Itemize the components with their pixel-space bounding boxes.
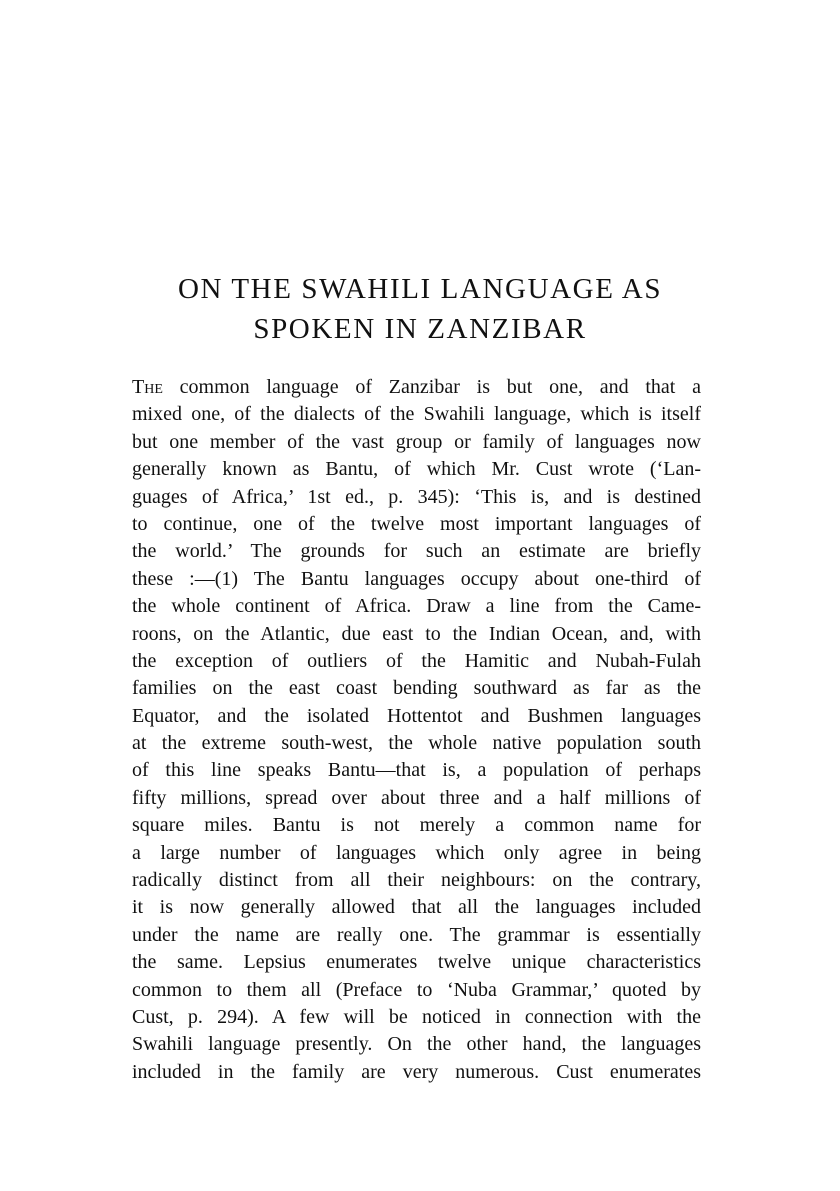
- chapter-title-line-2: SPOKEN IN ZANZIBAR: [253, 313, 587, 345]
- text-line: mixed one, of the dialects of the Swahili language, which is itself: [132, 403, 701, 426]
- text-line: but one member of the vast group or family of languages now: [132, 430, 701, 453]
- text-line: to continue, one of the twelve most important languages of: [132, 512, 701, 535]
- text-line: included in the family are very numerous. Cust enumerates: [132, 1060, 701, 1083]
- text-line: guages of Africa,’ 1st ed., p. 345): ‘This is, and is destined: [132, 485, 701, 508]
- text-line: roons, on the Atlantic, due east to the Indian Ocean, and, with: [132, 622, 701, 645]
- text-line: these :—(1) The Bantu languages occupy about one-third of: [132, 567, 701, 590]
- text-line: under the name are really one. The grammar is essentially: [132, 923, 701, 946]
- chapter-title-line-1: ON THE SWAHILI LANGUAGE AS: [177, 273, 663, 305]
- text-line: it is now generally allowed that all the languages included: [132, 896, 701, 919]
- text-line: Swahili language presently. On the other hand, the languages: [132, 1033, 701, 1056]
- text-line: Cust, p. 294). A few will be noticed in connection with the: [132, 1005, 701, 1028]
- text-line: radically distinct from all their neighbours: on the contrary,: [132, 869, 701, 892]
- text-line: the exception of outliers of the Hamitic and Nubah-Fulah: [132, 649, 701, 672]
- text-line: the whole continent of Africa. Draw a line from the Came-: [132, 595, 701, 618]
- text-line: a large number of languages which only agree in being: [132, 841, 701, 864]
- text-line: Equator, and the isolated Hottentot and Bushmen languages: [132, 704, 701, 727]
- text-line: square miles. Bantu is not merely a common name for: [132, 814, 701, 837]
- text-line: of this line speaks Bantu—that is, a population of perhaps: [132, 759, 701, 782]
- text-line: families on the east coast bending southward as far as the: [132, 677, 701, 700]
- text-line-content: common language of Zanzibar is but one, and that a: [162, 376, 701, 398]
- text-line: fifty millions, spread over about three and a half millions of: [132, 786, 701, 809]
- lead-word: The: [132, 376, 163, 398]
- text-line: at the extreme south-west, the whole native population south: [132, 732, 701, 755]
- text-line: generally known as Bantu, of which Mr. Cust wrote (‘Lan-: [132, 458, 701, 481]
- text-line: [132, 374, 701, 401]
- text-line: the world.’ The grounds for such an estimate are briefly: [132, 540, 701, 563]
- text-line: the same. Lepsius enumerates twelve unique characteristics: [132, 951, 701, 974]
- text-line: common to them all (Preface to ‘Nuba Grammar,’ quoted by: [132, 978, 701, 1001]
- body-paragraph: [132, 374, 701, 1086]
